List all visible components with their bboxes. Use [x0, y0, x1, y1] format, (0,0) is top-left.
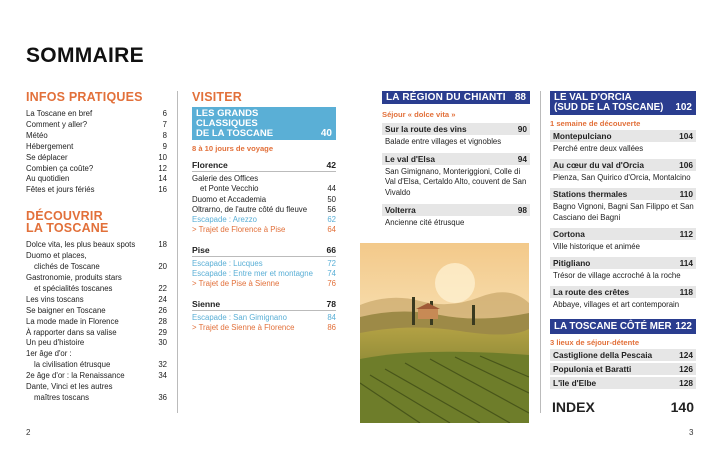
entry-page: 50	[327, 194, 336, 204]
city-section	[192, 244, 336, 290]
infos-list	[26, 109, 167, 196]
entry-label: Dante, Vinci et les autres	[26, 382, 113, 392]
chianti-bar[interactable]: LA RÉGION DU CHIANTI 88	[382, 91, 530, 104]
entry-page: 32	[158, 360, 167, 370]
toc-entry[interactable]	[26, 338, 167, 349]
toc-entry[interactable]	[192, 279, 336, 289]
entry-page: 30	[158, 338, 167, 348]
infos-heading: INFOS PRATIQUES	[26, 90, 143, 104]
toc-entry[interactable]: Combien ça coûte? 12	[26, 163, 167, 173]
entry-label: 1er âge d'or :	[26, 349, 72, 359]
entry-page: 20	[158, 262, 167, 272]
toc-entry[interactable]	[192, 184, 336, 194]
entry-page: 26	[158, 305, 167, 315]
entry-label: Les vins toscans	[26, 294, 84, 304]
destination-bar[interactable]: Volterra 98	[382, 204, 530, 216]
entry-page: 36	[158, 392, 167, 402]
toc-entry[interactable]	[26, 349, 167, 360]
page-number-left: 2	[26, 428, 31, 437]
toc-entry[interactable]: La Toscane en bref 6	[26, 109, 167, 118]
classics-bar[interactable]: LES GRANDS CLASSIQUES DE LA TOSCANE 40	[192, 107, 336, 140]
column-orcia-mer	[550, 91, 696, 415]
toc-entry[interactable]	[192, 195, 336, 205]
entry-page: 28	[158, 316, 167, 326]
destination-bar[interactable]: Au cœur du val d'Orcia 106	[550, 159, 696, 171]
entry-page: 18	[158, 240, 167, 250]
orcia-subtitle: 1 semaine de découverte	[550, 119, 641, 128]
entry-page: 86	[327, 322, 336, 332]
toc-entry[interactable]	[26, 284, 167, 295]
entry-label: Escapade : Lucques	[192, 258, 263, 268]
entry-page: 29	[158, 327, 167, 337]
city-heading[interactable]: Sienne 78	[192, 298, 336, 309]
destination-description: Ville historique et animée	[553, 241, 640, 251]
destination-bar[interactable]: Montepulciano 104	[550, 130, 696, 142]
destination-bar[interactable]: Le val d'Elsa 94	[382, 153, 530, 165]
destination-bar[interactable]: Cortona 112	[550, 228, 696, 240]
toc-entry[interactable]	[26, 295, 167, 306]
destination-description: Trésor de village accroché à la roche	[553, 271, 681, 281]
column-visiter	[192, 91, 336, 333]
destination-bar[interactable]: Stations thermales 110	[550, 188, 696, 200]
entry-label: > Trajet de Sienne à Florence	[192, 322, 295, 332]
toc-entry[interactable]: Hébergement 9	[26, 141, 167, 151]
entry-label: maîtres toscans	[34, 392, 90, 402]
toc-entry[interactable]	[192, 225, 336, 235]
page-title: SOMMAIRE	[26, 44, 144, 67]
toc-entry[interactable]	[192, 215, 336, 225]
destination-description: Pienza, San Quirico d'Orcia, Montalcino	[553, 173, 691, 183]
page-number-right: 3	[689, 428, 694, 437]
entry-label: clichés de Toscane	[34, 262, 100, 272]
destination-description: Abbaye, villages et art contemporain	[553, 300, 680, 310]
entry-label: Oltrarno, de l'autre côté du fleuve	[192, 204, 308, 214]
destination-bar[interactable]: Populonia et Baratti 126	[550, 363, 696, 375]
entry-label: Duomo et places,	[26, 251, 87, 261]
toc-entry[interactable]	[26, 306, 167, 317]
entry-label: Duomo et Accademia	[192, 194, 267, 204]
mer-items	[550, 349, 696, 389]
mer-bar[interactable]: LA TOSCANE CÔTÉ MER 122	[550, 319, 696, 334]
entry-label: Se baigner en Toscane	[26, 305, 106, 315]
entry-label: et Ponte Vecchio	[200, 184, 259, 194]
tuscany-landscape-photo	[360, 243, 529, 423]
destination-bar[interactable]: La route des crêtes 118	[550, 286, 696, 298]
toc-entry[interactable]	[192, 323, 336, 333]
entry-page: 22	[158, 283, 167, 293]
toc-entry[interactable]: Fêtes et jours fériés 16	[26, 185, 167, 195]
column-divider	[177, 91, 178, 413]
toc-entry[interactable]: Au quotidien 14	[26, 174, 167, 184]
chianti-subtitle: Séjour « dolce vita »	[382, 110, 456, 119]
entry-label: Escapade : San Gimignano	[192, 312, 287, 322]
toc-entry[interactable]	[26, 328, 167, 339]
toc-entry[interactable]: Comment y aller? 7	[26, 119, 167, 129]
destination-description: Bagno Vignoni, Bagni San Filippo et San Casciano dei Bagni	[553, 202, 694, 222]
orcia-items	[550, 130, 696, 313]
entry-label: > Trajet de Florence à Pise	[192, 225, 286, 235]
city-section	[192, 298, 336, 334]
entry-label: Gastronomie, produits stars	[26, 272, 122, 282]
destination-bar[interactable]: L'île d'Elbe 128	[550, 377, 696, 389]
entry-page: 76	[327, 279, 336, 289]
column-chianti	[382, 91, 530, 230]
toc-entry[interactable]	[26, 317, 167, 328]
entry-page: 44	[327, 184, 336, 194]
entry-page: 84	[327, 312, 336, 322]
mer-subtitle: 3 lieux de séjour-détente	[550, 338, 640, 348]
visiter-heading: VISITER	[192, 90, 243, 104]
toc-entry[interactable]	[26, 251, 167, 262]
entry-page: 72	[327, 258, 336, 268]
destination-bar[interactable]: Sur la route des vins 90	[382, 123, 530, 135]
toc-entry[interactable]	[192, 259, 336, 269]
chianti-items	[382, 123, 530, 230]
toc-entry[interactable]	[26, 240, 167, 251]
entry-label: Escapade : Arezzo	[192, 215, 258, 225]
toc-entry[interactable]	[26, 371, 167, 382]
toc-entry[interactable]	[26, 273, 167, 284]
destination-bar[interactable]: Pitigliano 114	[550, 257, 696, 269]
city-heading[interactable]: Florence 42	[192, 160, 336, 170]
entry-label: Galerie des Offices	[192, 174, 259, 183]
entry-page: 74	[327, 269, 336, 279]
destination-bar[interactable]: Castiglione della Pescaia 124	[550, 349, 696, 361]
decouvrir-heading: DÉCOUVRIR LA TOSCANE	[26, 209, 109, 236]
city-heading[interactable]: Pise 66	[192, 244, 336, 255]
entry-label: 2e âge d'or : la Renaissance	[26, 371, 125, 381]
entry-page: 62	[327, 215, 336, 225]
entry-page: 56	[327, 204, 336, 214]
toc-entry[interactable]: Météo 8	[26, 130, 167, 140]
orcia-bar[interactable]: LE VAL D'ORCIA (SUD DE LA TOSCANE) 102	[550, 91, 696, 115]
toc-entry[interactable]	[192, 313, 336, 323]
destination-description: San Gimignano, Monteriggioni, Colle di Val d'Elsa, Certaldo Alto, couvent de San Vivaldo	[385, 167, 527, 197]
destination-description: Ancienne cité étrusque	[385, 217, 465, 227]
toc-entry[interactable]	[192, 174, 336, 184]
visiter-sections	[192, 159, 336, 333]
toc-entry[interactable]	[192, 205, 336, 215]
entry-label: et spécialités toscanes	[34, 283, 113, 293]
entry-page: 34	[158, 371, 167, 381]
toc-entry[interactable]	[26, 262, 167, 273]
entry-label: La mode made in Florence	[26, 316, 119, 326]
entry-label: À rapporter dans sa valise	[26, 327, 117, 337]
column-divider	[540, 91, 541, 413]
entry-label: la civilisation étrusque	[34, 360, 111, 370]
index-entry[interactable]: INDEX 140	[552, 399, 694, 416]
toc-entry[interactable]	[26, 393, 167, 404]
column-infos-decouvrir	[26, 91, 167, 404]
duration-subtitle: 8 à 10 jours de voyage	[192, 144, 274, 153]
destination-description: Perché entre deux vallées	[553, 144, 644, 153]
destination-description: Balade entre villages et vignobles	[385, 137, 502, 146]
entry-page: 24	[158, 294, 167, 304]
toc-entry[interactable]: Se déplacer 10	[26, 152, 167, 162]
entry-label: Escapade : Entre mer et montagne	[192, 269, 313, 279]
decouvrir-list	[26, 240, 167, 404]
toc-entry[interactable]	[192, 269, 336, 279]
entry-page: 64	[327, 225, 336, 235]
toc-entry[interactable]	[26, 382, 167, 393]
city-section	[192, 159, 336, 236]
entry-label: > Trajet de Pise à Sienne	[192, 279, 280, 289]
entry-label: Un peu d'histoire	[26, 338, 85, 348]
entry-label: Dolce vita, les plus beaux spots	[26, 240, 136, 250]
toc-entry[interactable]	[26, 360, 167, 371]
